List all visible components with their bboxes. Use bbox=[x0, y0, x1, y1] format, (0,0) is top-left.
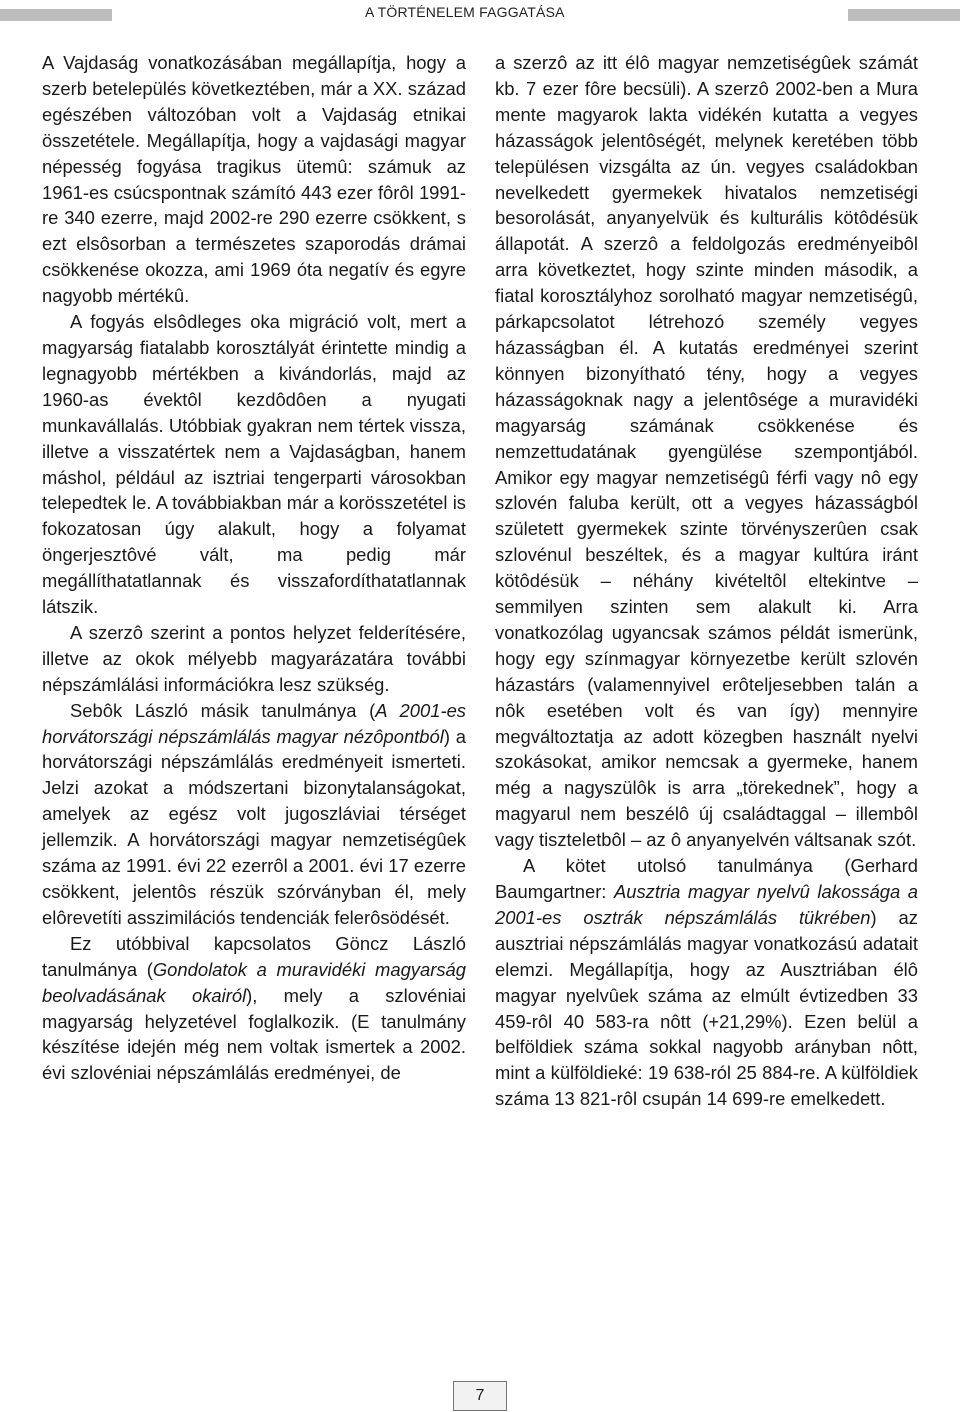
page-number: 7 bbox=[453, 1381, 507, 1411]
header-rule-right bbox=[848, 9, 960, 21]
paragraph-migration: A fogyás elsôdleges oka migráció volt, mert a magyarság fiatalabb korosztályát érintette mindig a legnagyobb mértékben a kivándorlás, majd az 1960-as évektôl kezdôdôen a nyugati munkavállalás. Utóbbiak gyakran nem tértek vissza, illetve a visszatértek nem a Vajdaságban, hanem máshol, például az isztriai tengerparti városokban telepedtek le. A továbbiakban már a korösszetétel is fokozatosan úgy alakult, hogy a folyamat öngerjesztôvé vált, ma pedig már megállíthatatlannak és visszafordíthatatlannak látszik. bbox=[42, 311, 466, 618]
paragraph-mixed-marriages: a szerzô az itt élô magyar nemzetiségûek számát kb. 7 ezer fôre becsüli). A szerzô 2002-ben a Mura mente magyarok lakta vidékén kutatta a vegyes házasságok jelentôségét, melynek keretében több településen vizsgálta az ún. vegyes családokban nevelkedett gyermekek hivatalos nemzetiségi besorolását, anyanyelvük és kulturális kötôdésük állapotát. A szerzô a feldolgozás eredményeibôl arra következtet, hogy szinte minden második, a fiatal korosztályhoz sorolható magyar nemzetiségû, párkapcsolatot létrehozó személy vegyes házasságban él. A kutatás eredményei szerint könnyen bizonyítható tény, hogy a vegyes házasságoknak nagy a jelentôsége a muravidéki magyarság számának csökkenése és nemzettudatának gyengülése szempontjából. Amikor egy magyar nemzetiségû férfi vagy nô egy szlovén faluba került, ott a vegyes házasságból született gyermekek szinte törvényszerûen csak szlovénul beszéltek, és a magyar kultúra iránt kötôdésük – néhány kivételtôl eltekintve – semmilyen szinten sem alakult ki. Arra vonatkozólag ugyancsak számos példát ismerünk, hogy egy színmagyar környezetbe került szlovén házastárs (valamennyivel erôteljesebben talán a nôk esetében volt és van így) mennyire megváltoztatja az adott közegben használt nyelvi szokásokat, amikor nemcsak a gyermeke, hanem még a nagyszülôk is arra „törekednek”, hogy a magyarul nem beszélô új családtaggal – illembôl vagy tiszteletbôl – az ô anyanyelvén váltsanak szót. bbox=[495, 52, 918, 851]
paragraph-austria-body: ) az ausztriai népszámlálás magyar vonatkozású adatait elemzi. Megállapítja, hogy az Ausztriában élô magyar nyelvûek száma az elmúlt évtizedben 33 459-rôl 40 583-ra nôtt (+21,29%). Ezen belül a belföldiek száma sokkal nagyobb arányban nôtt, mint a külföldieké: 19 638-ról 25 884-re. A külföldiek száma 13 821-rôl csupán 14 699-re emelkedett. bbox=[495, 906, 918, 1110]
paragraph-austria bbox=[495, 853, 918, 1112]
croatia-study-title: A 2001-es horvátországi népszámlálás magyar nézôpontból bbox=[42, 699, 466, 747]
paragraph-vajdasag: A Vajdaság vonatkozásában megállapítja, hogy a szerb betelepülés következtében, már a XX. század egészében változóban volt a Vajdaság etnikai összetétele. Megállapítja, hogy a vajdasági magyar népesség fogyása tragikus ütemû: számuk az 1961-es csúcspontnak számító 443 ezer fôrôl 1991-re 340 ezerre, majd 2002-re 290 ezerre csökkent, s ezt elsôsorban a természetes szaporodás drámai csökkenése okozza, ami 1969 óta negatív és egyre nagyobb mértékû. bbox=[42, 52, 466, 307]
left-text-column bbox=[42, 50, 466, 1086]
paragraph-slovenia bbox=[42, 931, 466, 1086]
paragraph-croatia-lead: Sebôk László másik tanulmánya ( bbox=[70, 699, 376, 721]
paragraph-slovenia-body: ), mely a szlovéniai magyarság helyzetével foglalkozik. (E tanulmány készítése idején még nem voltak ismertek a 2002. évi szlovéniai népszámlálás eredményei, de bbox=[42, 984, 467, 1084]
paragraph-slovenia-lead: Ez utóbbival kapcsolatos Göncz László tanulmánya ( bbox=[42, 932, 466, 980]
slovenia-study-title: Gondolatok a muravidéki magyarság beolvadásának okairól bbox=[42, 958, 467, 1006]
header-rule-left bbox=[0, 9, 112, 21]
paragraph-further-data: A szerzô szerint a pontos helyzet felderítésére, illetve az okok mélyebb magyarázatára további népszámlálási információkra lesz szükség. bbox=[42, 621, 466, 695]
austria-study-title: Ausztria magyar nyelvû lakossága a 2001-es osztrák népszámlálás tükrében bbox=[495, 881, 918, 928]
paragraph-croatia bbox=[42, 698, 466, 931]
paragraph-austria-lead: A kötet utolsó tanulmánya (Gerhard Baumgartner: bbox=[495, 855, 918, 902]
running-header: A TÖRTÉNELEM FAGGATÁSA bbox=[365, 4, 565, 20]
right-text-column bbox=[495, 50, 918, 1112]
paragraph-croatia-body: ) a horvátországi népszámlálás eredményeit ismerteti. Jelzi azokat a módszertani bizonytalanságokat, amelyek az egész volt jugoszláviai térséget jellemzik. A horvátországi magyar nemzetiségûek száma az 1991. évi 22 ezerrôl a 2001. évi 17 ezerre csökkent, jelentôs részük szórványban él, mely elôrevetíti asszimilációs tendenciák felerôsödését. bbox=[42, 725, 466, 928]
